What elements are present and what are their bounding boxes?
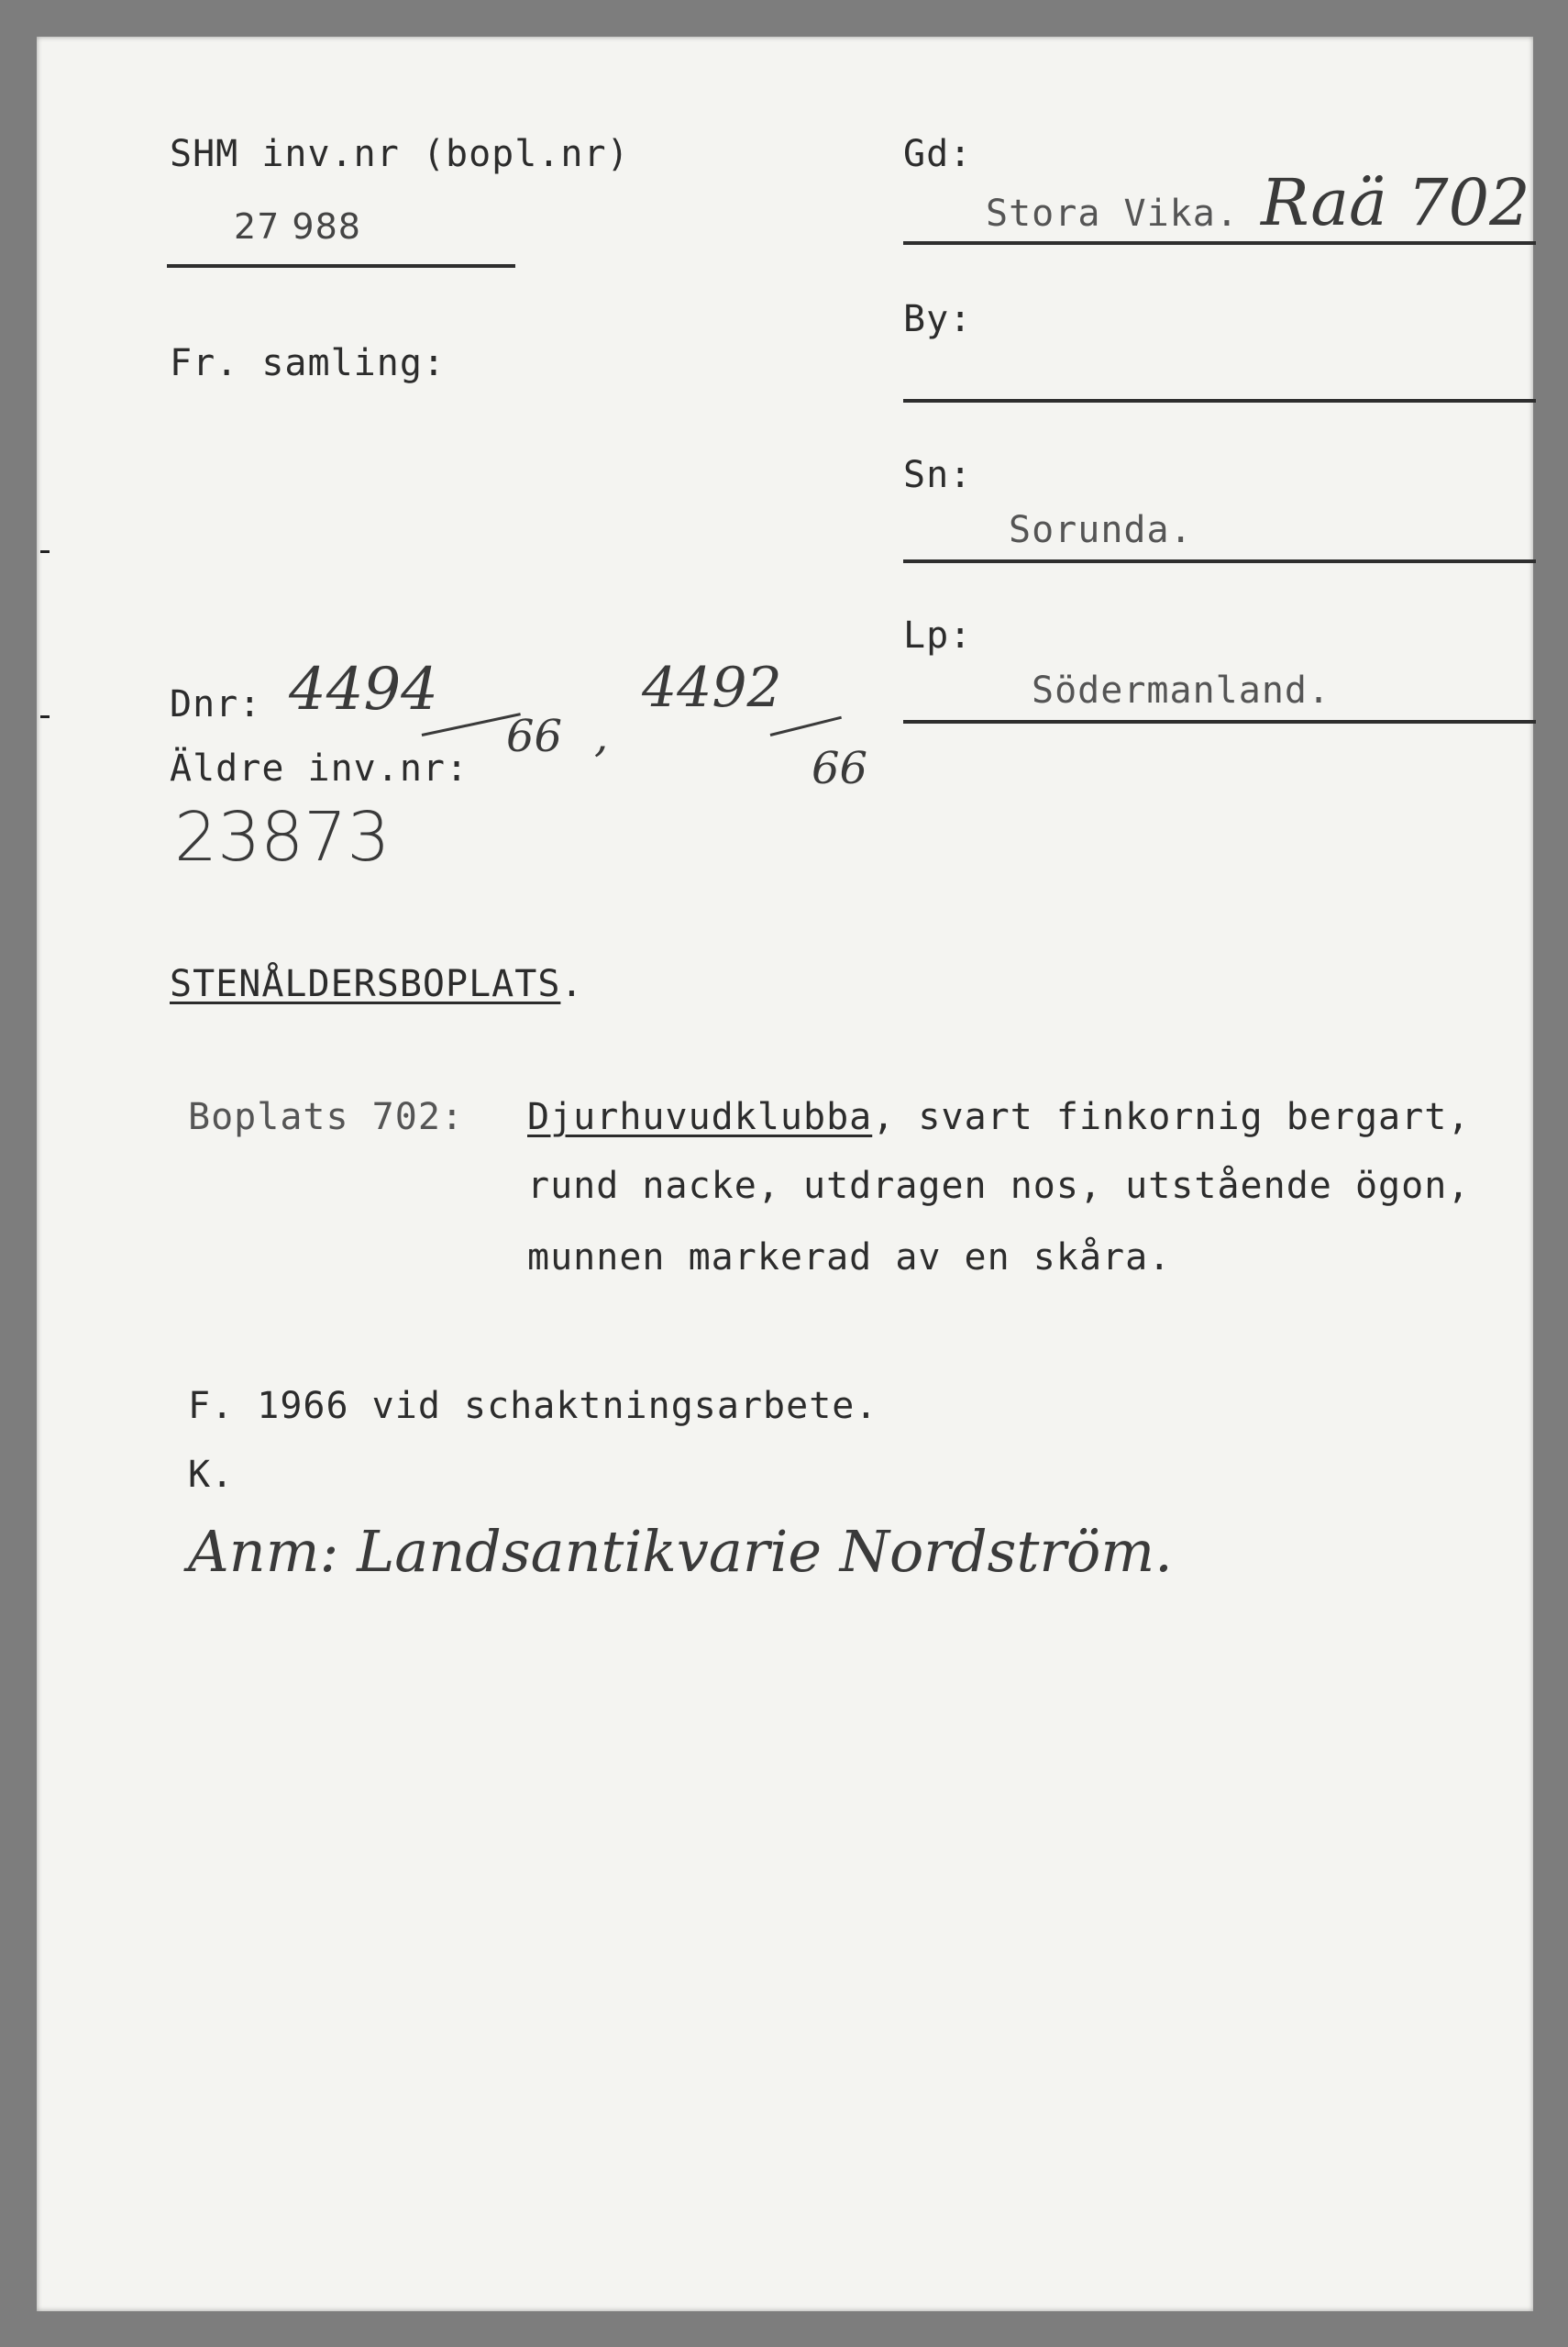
heading-dot: . — [560, 963, 584, 1005]
catalog-card — [37, 37, 1533, 2311]
heading-text: STENÅLDERSBOPLATS — [170, 963, 561, 1005]
aldre-hw: 23873 — [174, 798, 391, 877]
sn-label: Sn: — [903, 454, 973, 496]
aldre-label: Äldre inv.nr: — [170, 747, 469, 790]
desc-line-1-rest: , svart finkornig bergart, — [872, 1096, 1471, 1138]
sn-value: Sorunda. — [1009, 509, 1193, 551]
gd-handwritten: Raä 702 — [1261, 165, 1530, 240]
inv-rule — [167, 264, 515, 268]
heading — [170, 963, 584, 1005]
found-line: F. 1966 vid schaktningsarbete. — [188, 1385, 878, 1427]
by-label: By: — [903, 298, 973, 340]
edge-mark — [40, 715, 50, 718]
gd-label: Gd: — [903, 133, 973, 175]
edge-mark — [40, 550, 50, 553]
dnr-label: Dnr: — [170, 683, 262, 725]
desc-line-1 — [527, 1096, 1470, 1138]
dnr-hw-1-den: 66 — [506, 711, 563, 762]
anm-handwritten: Anm: Landsantikvarie Nordström. — [188, 1518, 1173, 1585]
lp-value: Södermanland. — [1032, 670, 1331, 712]
lp-label: Lp: — [903, 614, 973, 657]
k-line: K. — [188, 1454, 235, 1496]
dnr-hw-sep: , — [594, 711, 609, 762]
boplats-label: Boplats 702: — [188, 1096, 464, 1138]
inv-value: 27 988 — [234, 206, 361, 247]
lp-rule — [903, 720, 1536, 724]
by-rule — [903, 399, 1536, 403]
sn-rule — [903, 559, 1536, 563]
fr-samling-label: Fr. samling: — [170, 342, 446, 384]
dnr-hw-1: 4494 — [289, 656, 438, 724]
dnr-hw-2: 4492 — [642, 656, 782, 720]
dnr-hw-2-den: 66 — [812, 743, 868, 794]
desc-line-3: munnen markerad av en skåra. — [527, 1236, 1172, 1279]
gd-rule — [903, 241, 1536, 245]
desc-line-2: rund nacke, utdragen nos, utstående ögon, — [527, 1165, 1471, 1207]
desc-first-word: Djurhuvudklubba — [527, 1096, 873, 1138]
inv-label: SHM inv.nr (bopl.nr) — [170, 133, 630, 175]
gd-value: Stora Vika. — [986, 193, 1239, 235]
